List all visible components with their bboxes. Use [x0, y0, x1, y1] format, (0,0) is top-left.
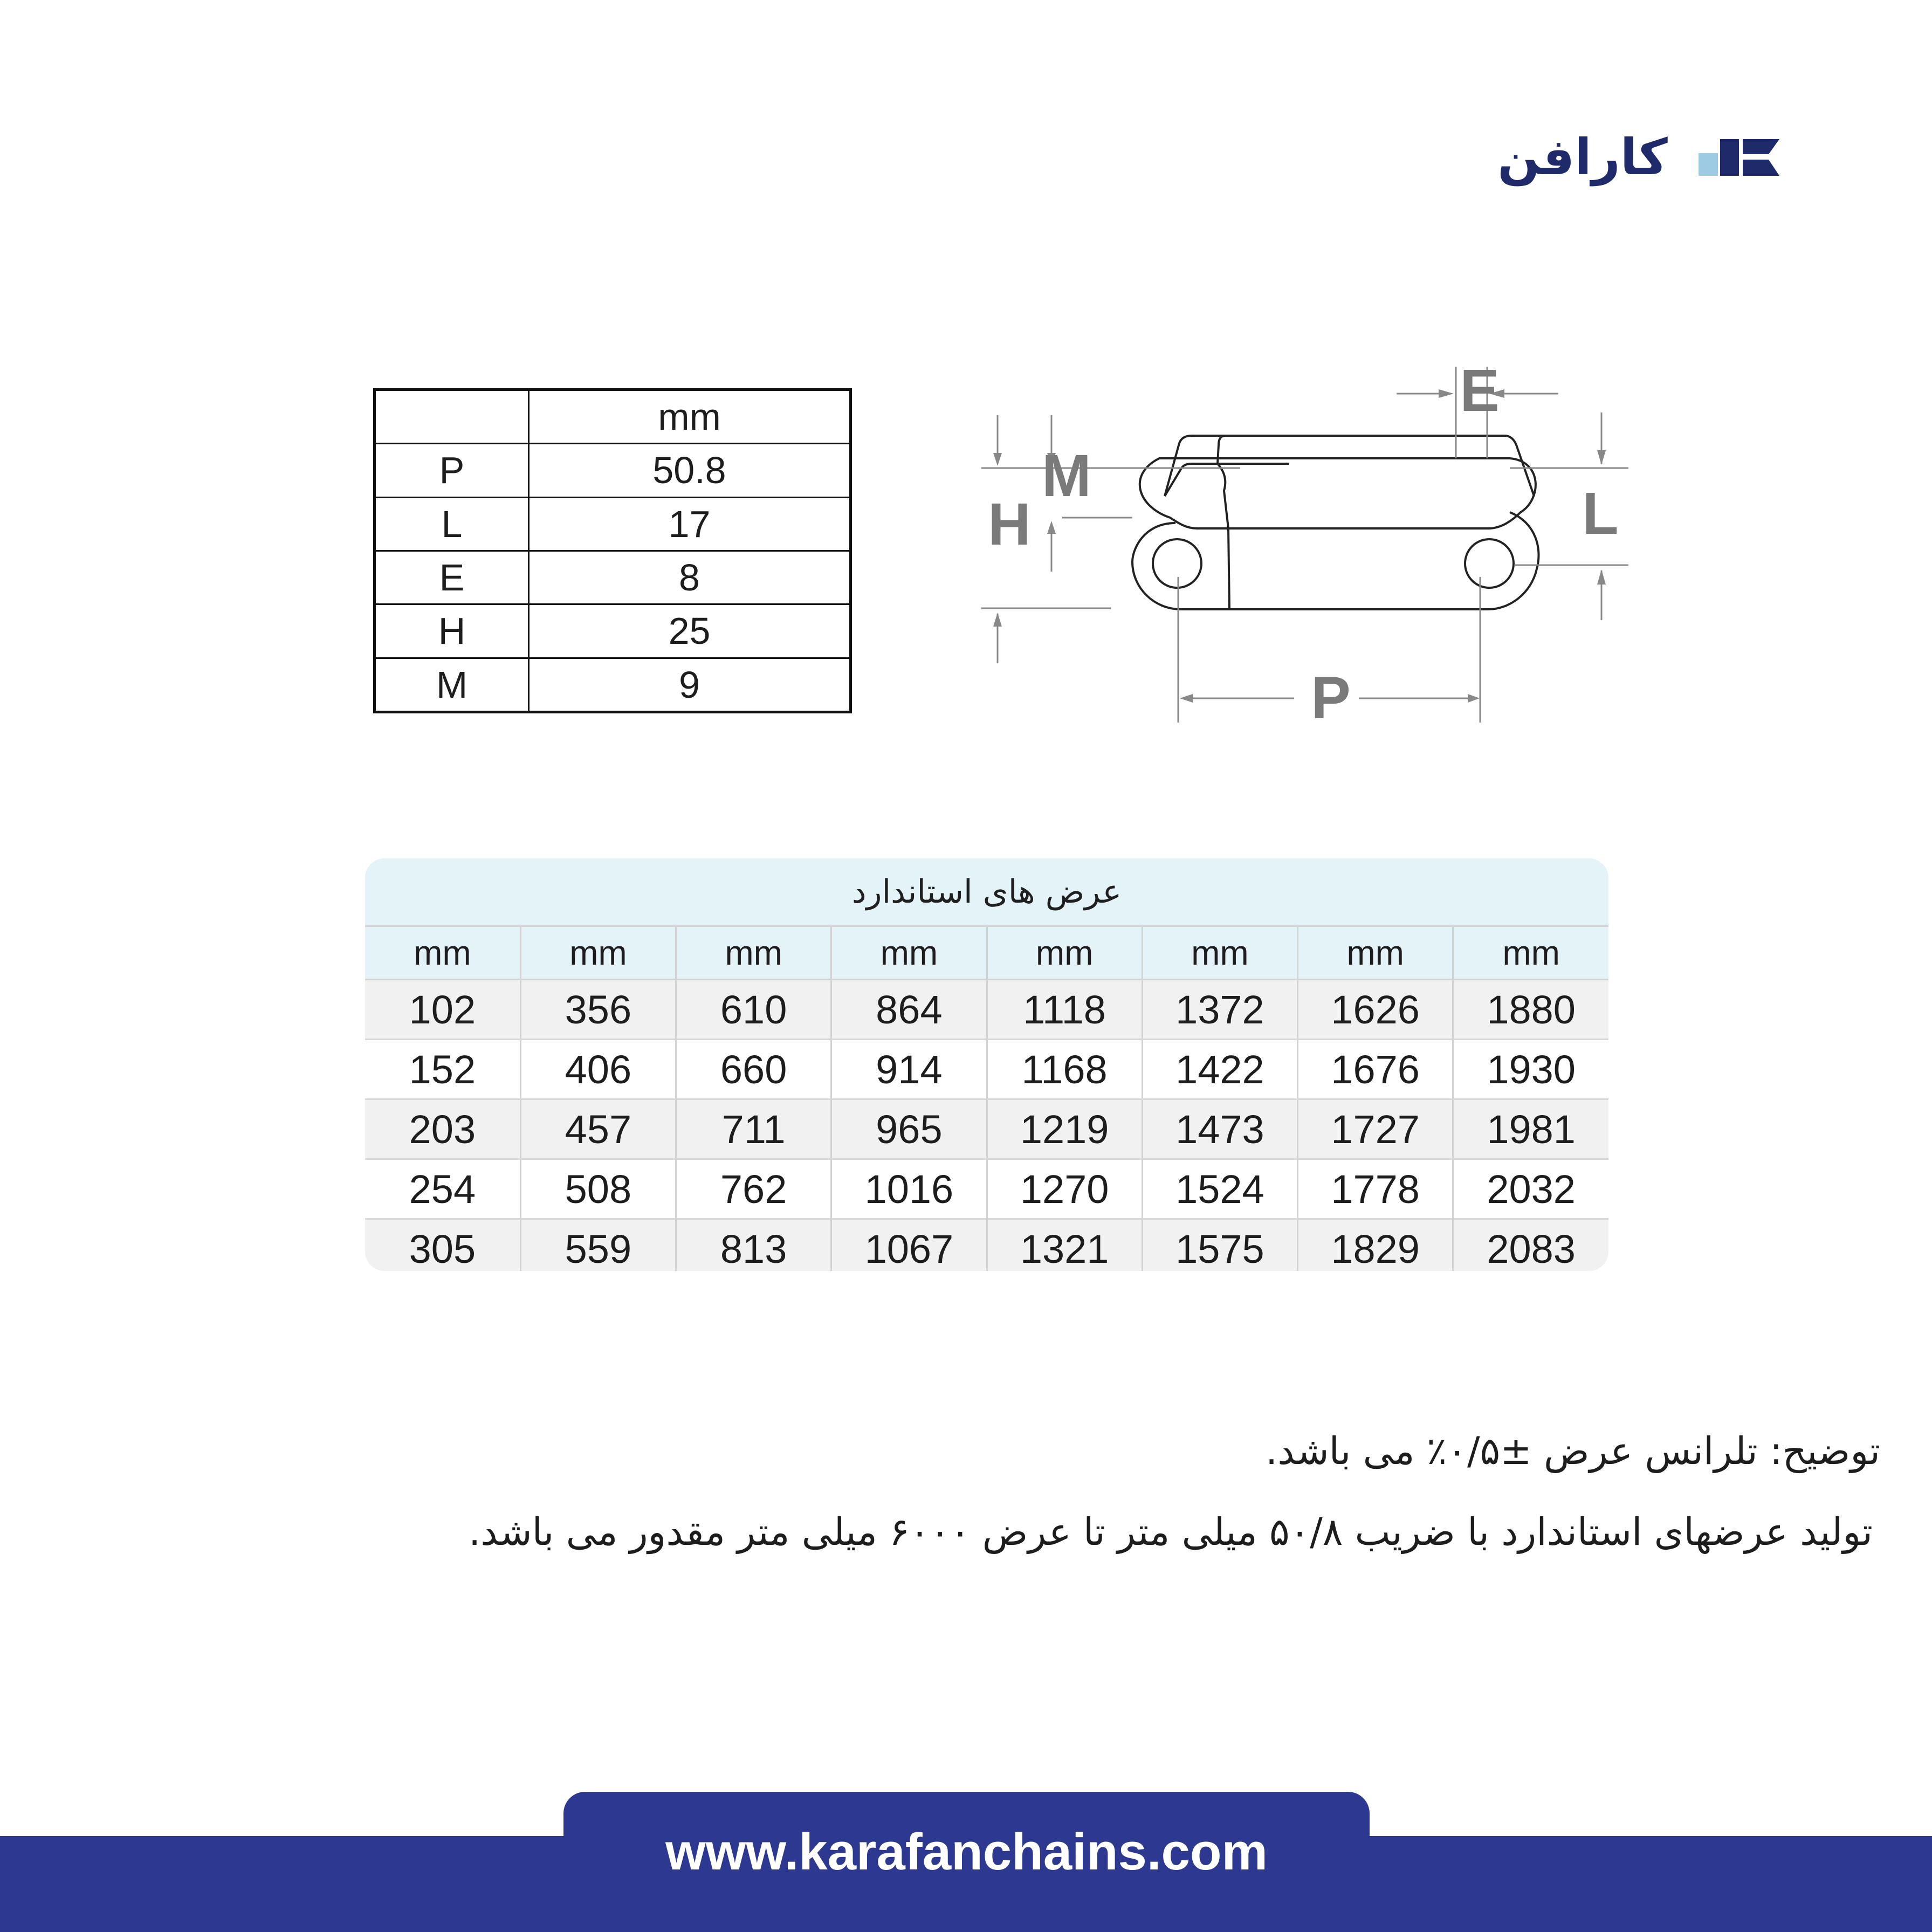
dimension-row: [375, 551, 851, 604]
table-row: [365, 1099, 1608, 1159]
standard-widths-table: [365, 858, 1608, 1271]
table-row: [365, 1219, 1608, 1271]
unit-cell: mm: [831, 927, 987, 980]
dimension-value: 8: [529, 551, 851, 604]
dimension-header-row: [375, 390, 851, 444]
width-cell: 1372: [1142, 980, 1297, 1040]
width-cell: 1524: [1142, 1159, 1297, 1219]
width-cell: 1626: [1298, 980, 1453, 1040]
width-cell: 1676: [1298, 1040, 1453, 1099]
label-l: L: [1582, 480, 1619, 547]
width-cell: 203: [365, 1099, 520, 1159]
unit-cell: mm: [676, 927, 831, 980]
width-cell: 610: [676, 980, 831, 1040]
label-m: M: [1042, 443, 1091, 509]
width-cell: 254: [365, 1159, 520, 1219]
table-row: [365, 1159, 1608, 1219]
dimension-label: H: [375, 604, 529, 658]
table-row: [365, 1040, 1608, 1099]
pin-holes: [1132, 512, 1538, 609]
dimension-value: 9: [529, 658, 851, 712]
dimension-label: M: [375, 658, 529, 712]
width-cell: 711: [676, 1099, 831, 1159]
dimension-header-unit: mm: [529, 390, 851, 444]
width-cell: 1321: [987, 1219, 1142, 1271]
link-outline: [1140, 436, 1536, 528]
label-e: E: [1460, 357, 1500, 424]
tolerance-note: توضیح: تلرانس عرض ±۰/۵٪ می باشد.: [1265, 1429, 1880, 1473]
website-link[interactable]: www.karafanchains.com: [665, 1823, 1268, 1881]
table-row: [365, 980, 1608, 1040]
width-cell: 1727: [1298, 1099, 1453, 1159]
standard-widths-title: عرض های استاندارد: [365, 858, 1608, 927]
width-cell: 1270: [987, 1159, 1142, 1219]
width-cell: 1473: [1142, 1099, 1297, 1159]
width-cell: 762: [676, 1159, 831, 1219]
label-p: P: [1311, 665, 1351, 731]
label-h: H: [988, 491, 1031, 558]
width-cell: 864: [831, 980, 987, 1040]
width-cell: 457: [520, 1099, 676, 1159]
right-pin-hole: [1465, 539, 1514, 588]
karafan-logo: [1467, 128, 1779, 188]
dimension-label: E: [375, 551, 529, 604]
dimension-header-label: [375, 390, 529, 444]
width-cell: 1168: [987, 1040, 1142, 1099]
width-cell: 1880: [1453, 980, 1608, 1040]
dimension-value: 50.8: [529, 444, 851, 497]
dimension-value: 25: [529, 604, 851, 658]
width-cell: 1067: [831, 1219, 987, 1271]
dimension-row: [375, 658, 851, 712]
width-cell: 406: [520, 1040, 676, 1099]
logo-text: کارافن: [1497, 128, 1668, 186]
dimension-value: 17: [529, 497, 851, 551]
width-cell: 2083: [1453, 1219, 1608, 1271]
widths-grid: [365, 927, 1608, 1271]
dimension-row: [375, 604, 851, 658]
dimension-row: [375, 497, 851, 551]
width-cell: 1219: [987, 1099, 1142, 1159]
width-cell: 965: [831, 1099, 987, 1159]
unit-cell: mm: [987, 927, 1142, 980]
width-cell: 1778: [1298, 1159, 1453, 1219]
width-cell: 508: [520, 1159, 676, 1219]
unit-cell: mm: [1453, 927, 1608, 980]
dimension-lines: [981, 367, 1628, 723]
width-cell: 1930: [1453, 1040, 1608, 1099]
units-row: [365, 927, 1608, 980]
logo-graphic: [1467, 128, 1779, 188]
width-cell: 356: [520, 980, 676, 1040]
dimension-label: P: [375, 444, 529, 497]
width-cell: 152: [365, 1040, 520, 1099]
unit-cell: mm: [365, 927, 520, 980]
width-cell: 102: [365, 980, 520, 1040]
width-cell: 1575: [1142, 1219, 1297, 1271]
production-note: تولید عرضهای استاندارد با ضریب ۵۰/۸ میلی متر تا عرض ۶۰۰۰ میلی متر مقدور می باشد.: [468, 1510, 1873, 1554]
width-cell: 1422: [1142, 1040, 1297, 1099]
dimension-label: L: [375, 497, 529, 551]
width-cell: 559: [520, 1219, 676, 1271]
width-cell: 2032: [1453, 1159, 1608, 1219]
width-cell: 660: [676, 1040, 831, 1099]
left-pin-hole: [1153, 539, 1201, 588]
width-cell: 1016: [831, 1159, 987, 1219]
dimension-table: [373, 388, 852, 713]
width-cell: 914: [831, 1040, 987, 1099]
chain-link-diagram: [971, 350, 1650, 739]
width-cell: 1981: [1453, 1099, 1608, 1159]
unit-cell: mm: [1298, 927, 1453, 980]
unit-cell: mm: [520, 927, 676, 980]
width-cell: 305: [365, 1219, 520, 1271]
width-cell: 1829: [1298, 1219, 1453, 1271]
width-cell: 1118: [987, 980, 1142, 1040]
width-cell: 813: [676, 1219, 831, 1271]
unit-cell: mm: [1142, 927, 1297, 980]
dimension-row: [375, 444, 851, 497]
